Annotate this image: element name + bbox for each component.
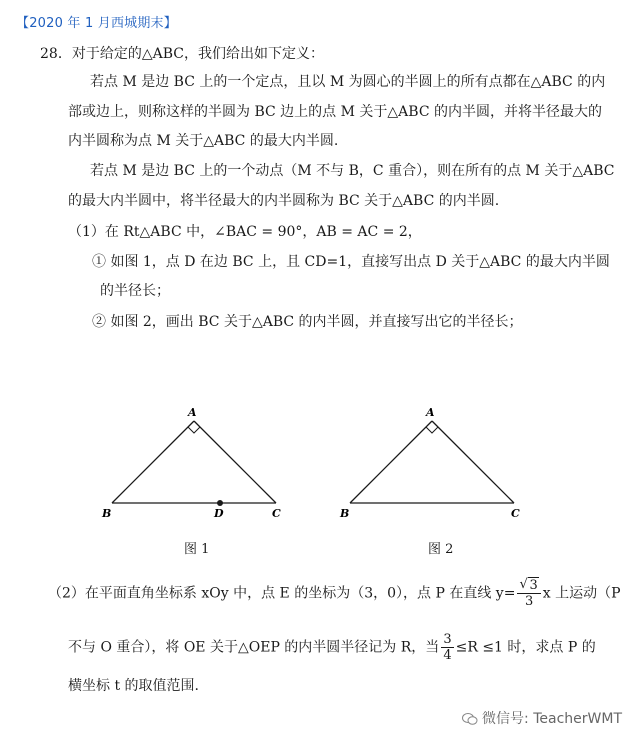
definition-1-line-2: 部或边上，则称这样的半圆为 BC 边上的点 M 关于△ABC 的内半圆，并将半径最大的 (68, 104, 602, 120)
fraction-numerator: 3 (443, 632, 452, 647)
fig1-label-b: B (102, 507, 112, 520)
figure-2-caption: 图 2 (428, 542, 454, 557)
question-1a-line-2: 的半径长； (100, 283, 170, 299)
fraction-3-over-4 (441, 632, 453, 663)
definition-2-line-1: 若点 M 是边 BC 上的一个动点（M 不与 B，C 重合），则在所有的点 M 关于△ABC (90, 163, 615, 179)
watermark (462, 708, 622, 728)
definition-1-line-1: 若点 M 是边 BC 上的一个定点，且以 M 为圆心的半圆上的所有点都在△ABC 的内 (90, 74, 606, 90)
fig1-label-c: C (272, 507, 281, 520)
fig2-right-angle-mark (426, 427, 438, 433)
definition-1-line-3: 内半圆称为点 M 关于△ABC 的最大内半圆. (68, 133, 339, 149)
question-2-line-3: 横坐标 t 的取值范围. (68, 678, 199, 694)
watermark-text: 微信号: TeacherWMT (482, 711, 622, 727)
fig2-label-a: A (426, 406, 435, 419)
intro-text: 对于给定的△ABC，我们给出如下定义： (71, 46, 324, 62)
q2-line1-text-b: x 上运动（P (542, 585, 621, 602)
fig1-point-d (217, 500, 223, 506)
fig2-label-b: B (340, 507, 350, 520)
fig1-label-d: D (214, 507, 224, 520)
fig1-right-angle-mark (188, 427, 200, 433)
question-1b-line: ② 如图 2，画出 BC 关于△ABC 的内半圆，并直接写出它的半径长； (92, 314, 523, 330)
figure-1-triangle (96, 400, 296, 525)
fig2-label-c: C (511, 507, 520, 520)
q2-line2-text-b: ≤R ≤1 时，求点 P 的 (455, 639, 596, 656)
fraction-denominator: 3 (524, 594, 534, 609)
fraction-sqrt3-over-3 (517, 578, 540, 609)
problem-number: 28． (40, 46, 72, 62)
wechat-icon (462, 712, 478, 726)
fig1-label-a: A (188, 406, 197, 419)
fraction-numerator: 3 (529, 578, 538, 593)
question-1-stem: （1）在 Rt△ABC 中，∠BAC = 90°，AB = AC = 2， (68, 224, 422, 240)
question-2-line-2 (68, 632, 596, 663)
q2-line2-text-a: 不与 O 重合），将 OE 关于△OEP 的内半圆半径记为 R，当 (68, 639, 440, 656)
figure-1-caption: 图 1 (184, 542, 210, 557)
question-1a-line-1: ① 如图 1，点 D 在边 BC 上，且 CD=1，直接写出点 D 关于△ABC 的最大内半圆 (92, 254, 610, 270)
q2-line1-text-a: （2）在平面直角坐标系 xOy 中，点 E 的坐标为（3，0），点 P 在直线 y= (48, 585, 516, 602)
definition-2-line-2: 的最大内半圆中，将半径最大的内半圆称为 BC 关于△ABC 的内半圆. (68, 193, 500, 209)
fig1-side-ab (112, 421, 194, 503)
fig1-side-ac (194, 421, 276, 503)
fraction-denominator: 4 (443, 648, 452, 663)
figure-2-triangle (336, 400, 536, 525)
source-tag: 【2020 年 1 月西城期末】 (16, 16, 177, 31)
question-2-line-1 (48, 578, 620, 609)
problem-intro (40, 44, 324, 64)
fig2-side-ac (432, 421, 514, 503)
fig2-side-ab (350, 421, 432, 503)
